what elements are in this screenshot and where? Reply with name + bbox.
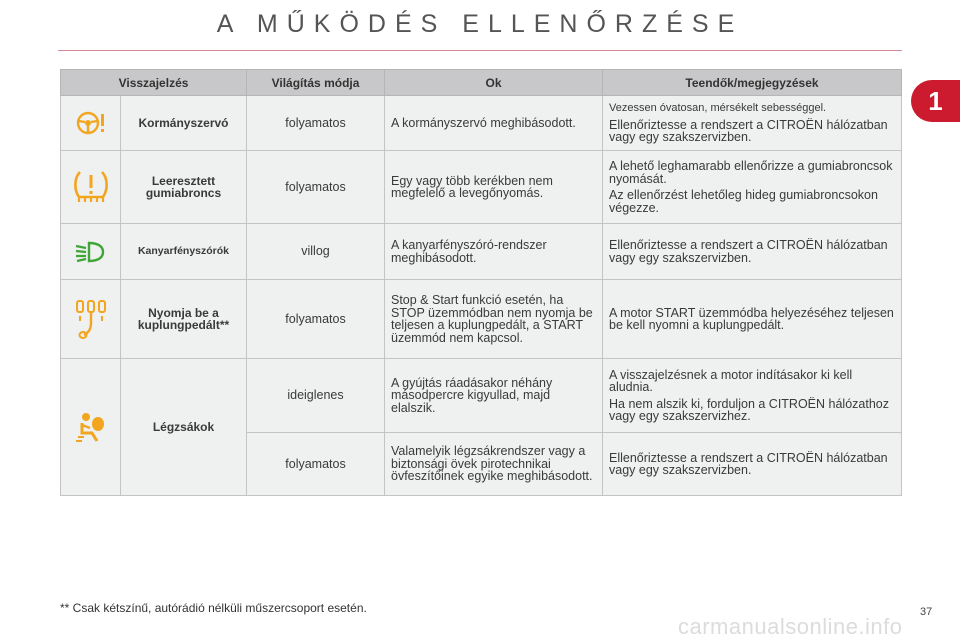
table-row bbox=[61, 224, 902, 280]
lighting-mode: folyamatos bbox=[247, 96, 385, 151]
indicator-name: Leeresztett gumiabroncs bbox=[121, 151, 247, 224]
action-paragraph: Ha nem alszik ki, forduljon a CITROËN hálózathoz vagy egy szakszervizhez. bbox=[609, 396, 889, 423]
indicator-icon-cell bbox=[61, 224, 121, 280]
action-paragraph: A lehető leghamarabb ellenőrizze a gumiabroncsok nyomását. bbox=[609, 159, 893, 186]
header-action: Teendők/megjegyzések bbox=[603, 70, 902, 96]
cause-text: A gyújtás ráadásakor néhány másodpercre kigyullad, majd elalszik. bbox=[385, 359, 603, 433]
page-title: A MŰKÖDÉS ELLENŐRZÉSE bbox=[216, 10, 744, 38]
action-text bbox=[603, 151, 902, 224]
indicator-name: Nyomja be a kuplungpedált** bbox=[121, 280, 247, 359]
header-indicator: Visszajelzés bbox=[61, 70, 247, 96]
action-text bbox=[603, 433, 902, 496]
tyre-pressure-icon bbox=[71, 179, 111, 193]
table-header-row bbox=[61, 70, 902, 96]
indicator-icon-cell bbox=[61, 280, 121, 359]
lighting-mode: ideiglenes bbox=[247, 359, 385, 433]
lighting-mode: folyamatos bbox=[247, 433, 385, 496]
watermark: carmanualsonline.info bbox=[678, 614, 903, 639]
indicator-name: Kormányszervó bbox=[121, 96, 247, 151]
footnote: ** Csak kétszínű, autórádió nélküli műszercsoport esetén. bbox=[60, 601, 367, 615]
table-row bbox=[61, 359, 902, 433]
indicator-name: Kanyarfényszórók bbox=[121, 224, 247, 280]
steering-wheel-warning-icon bbox=[73, 115, 109, 129]
lighting-mode: folyamatos bbox=[247, 280, 385, 359]
action-text bbox=[603, 224, 902, 280]
lighting-mode: villog bbox=[247, 224, 385, 280]
title-rule bbox=[58, 50, 902, 51]
header-mode: Világítás módja bbox=[247, 70, 385, 96]
action-paragraph: A visszajelzésnek a motor indításakor ki kell aludnia. bbox=[609, 367, 853, 394]
cause-text: Valamelyik légzsákrendszer vagy a biztonsági övek pirotechnikai övfeszítőinek egyike meghibásodott. bbox=[385, 433, 603, 496]
cause-text: A kanyarfényszóró-rendszer meghibásodott. bbox=[385, 224, 603, 280]
chapter-tab[interactable]: 1 bbox=[911, 80, 960, 122]
page-number: 37 bbox=[920, 606, 933, 618]
indicator-icon-cell bbox=[61, 359, 121, 496]
lighting-mode: folyamatos bbox=[247, 151, 385, 224]
action-paragraph: Ellenőriztesse a rendszert a CITROËN hálózatban vagy egy szakszervizben. bbox=[609, 238, 888, 265]
action-paragraph: Vezessen óvatosan, mérsékelt sebességgel. bbox=[609, 102, 827, 115]
action-text bbox=[603, 280, 902, 359]
action-paragraph: Ellenőriztesse a rendszert a CITROËN hálózatban vagy egy szakszervizben. bbox=[609, 450, 888, 477]
header-cause: Ok bbox=[385, 70, 603, 96]
indicator-icon-cell bbox=[61, 96, 121, 151]
table-row bbox=[61, 151, 902, 224]
clutch-pedal-icon bbox=[71, 311, 111, 325]
warning-lights-table bbox=[60, 69, 902, 496]
cause-text: A kormányszervó meghibásodott. bbox=[385, 96, 603, 151]
indicator-icon-cell bbox=[61, 151, 121, 224]
table-row bbox=[61, 280, 902, 359]
cause-text: Stop & Start funkció esetén, ha STOP üzemmódban nem nyomja be teljesen a kuplungpedált, a START üzemmód nem kapcsol. bbox=[385, 280, 603, 359]
action-text bbox=[603, 96, 902, 151]
action-text bbox=[603, 359, 902, 433]
cause-text: Egy vagy több kerékben nem megfelelő a levegőnyomás. bbox=[385, 151, 603, 224]
indicator-name: Légzsákok bbox=[121, 359, 247, 496]
cornering-light-icon bbox=[73, 244, 109, 258]
table-row bbox=[61, 96, 902, 151]
action-paragraph: A motor START üzemmódba helyezéséhez teljesen be kell nyomni a kuplungpedált. bbox=[609, 305, 894, 332]
action-paragraph: Az ellenőrzést lehetőleg hideg gumiabroncsokon végezze. bbox=[609, 188, 878, 215]
airbag-icon bbox=[73, 419, 109, 433]
action-paragraph: Ellenőriztesse a rendszert a CITROËN hálózatban vagy egy szakszervizben. bbox=[609, 117, 888, 145]
